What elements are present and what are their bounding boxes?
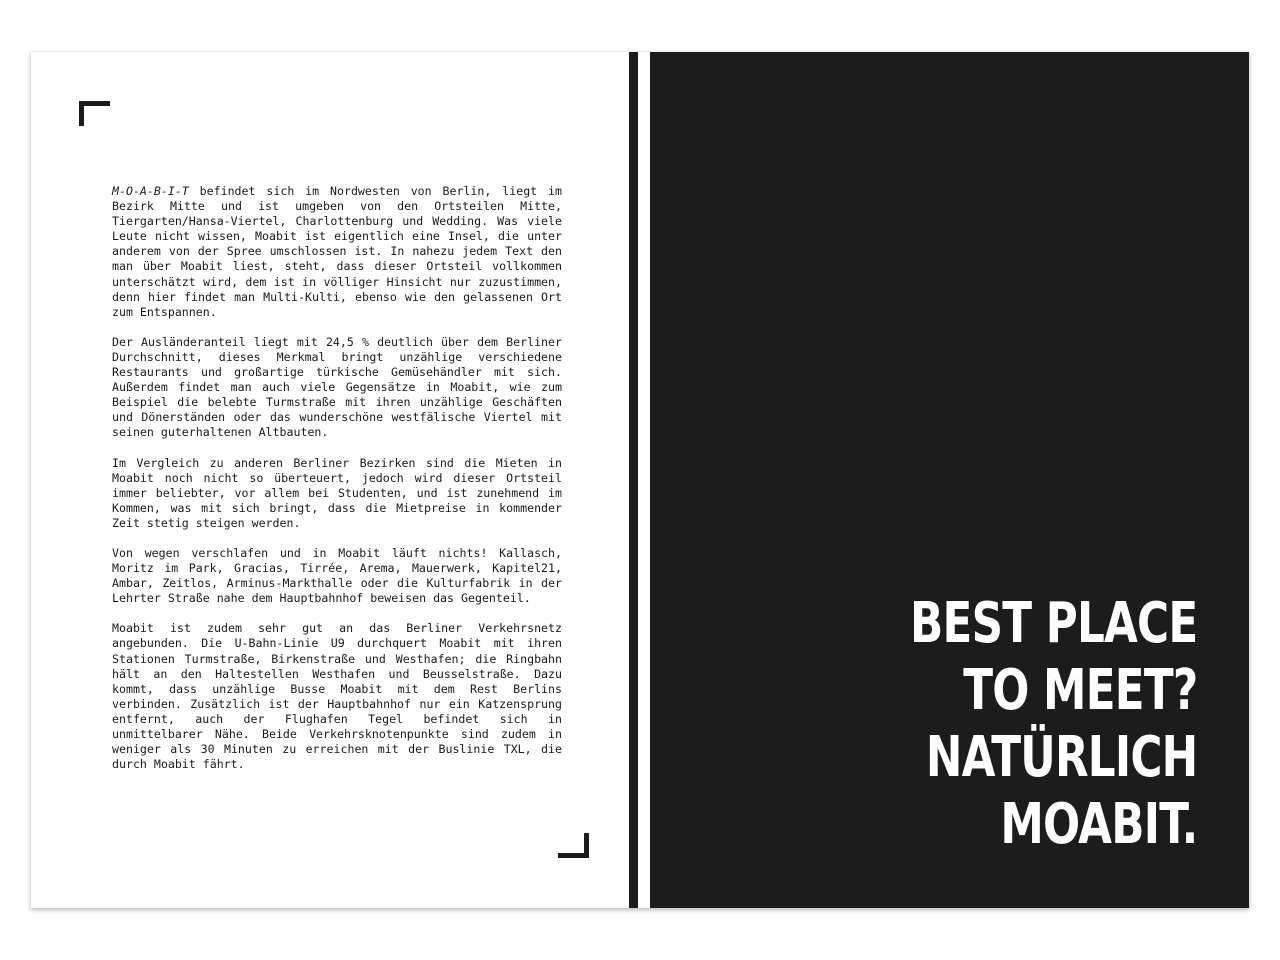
spine-gap xyxy=(638,52,650,908)
magazine-spread xyxy=(31,52,1249,908)
lead-word: M-O-A-B-I-T xyxy=(112,184,189,198)
paragraph-1-text: befindet sich im Nordwesten von Berlin, liegt im Bezirk Mitte und ist umgeben von den Ortsteilen Mitte, Tiergarten/Hansa-Viertel, Charlottenburg und Wedding. Was viele Leute nicht wissen, Moabit ist eigentlich eine Insel, die unter anderem von der Spree umschlossen ist. In nahezu jedem Text den man über Moabit liest, steht, dass dieser Ortsteil vollkommen unterschätzt wird, dem ist in völliger Hinsicht nur zuzustimmen, denn hier findet man Multi-Kulti, ebenso wie den gelassenen Ort zum Entspannen. xyxy=(112,184,562,319)
crop-mark-bottom-right xyxy=(558,833,589,858)
article-body xyxy=(112,184,562,787)
paragraph-4: Von wegen verschlafen und in Moabit läuft nichts! Kallasch, Moritz im Park, Gracias, Tirrée, Arema, Mauerwerk, Kapitel21, Ambar, Zeitlos, Arminus-Markthalle oder die Kulturfabrik in der Lehrter Straße nahe dem Hauptbahnhof beweisen das Gegenteil. xyxy=(112,545,562,606)
paragraph-5: Moabit ist zudem sehr gut an das Berliner Verkehrsnetz angebunden. Die U-Bahn-Linie U9 durchquert Moabit mit ihren Stationen Turmstraße, Birkenstraße und Westhafen; die Ringbahn hält an den Haltestellen Westhafen und Beusselstraße. Dazu kommt, dass unzählige Busse Moabit mit dem Rest Berlins verbinden. Zusätzlich ist der Hauptbahnhof nur ein Katzensprung entfernt, auch der Flughafen Tegel befindet sich in unmittelbarer Nähe. Beide Verkehrsknotenpunkte sind zudem in weniger als 30 Minuten zu erreichen mit der Buslinie TXL, die durch Moabit fährt. xyxy=(112,621,562,772)
headline-line-3: NATÜRLICH xyxy=(925,725,1197,790)
headline-line-1: BEST PLACE xyxy=(909,591,1197,656)
crop-mark-top-left xyxy=(79,101,110,126)
headline xyxy=(910,590,1197,858)
headline-line-4: MOABIT. xyxy=(999,792,1197,857)
right-page xyxy=(650,52,1249,908)
left-page xyxy=(31,52,629,908)
spine-bar xyxy=(629,52,638,908)
paragraph-2: Der Ausländeranteil liegt mit 24,5 % deutlich über dem Berliner Durchschnitt, dieses Merkmal bringt unzählige verschiedene Restaurants und großartige türkische Gemüsehändler mit sich. Außerdem findet man auch viele Gegensätze in Moabit, wie zum Beispiel die belebte Turmstraße mit ihren unzählige Geschäften und Dönerständen oder das wunderschöne westfälische Viertel mit seinen guterhaltenen Altbauten. xyxy=(112,334,562,440)
headline-line-2: TO MEET? xyxy=(962,658,1197,723)
paragraph-3: Im Vergleich zu anderen Berliner Bezirken sind die Mieten in Moabit noch nicht so überteuert, jedoch wird dieser Ortsteil immer beliebter, vor allem bei Studenten, und ist zunehmend im Kommen, was mit sich bringt, dass die Mietpreise in kommender Zeit stetig steigen werden. xyxy=(112,455,562,530)
paragraph-1 xyxy=(112,184,562,320)
